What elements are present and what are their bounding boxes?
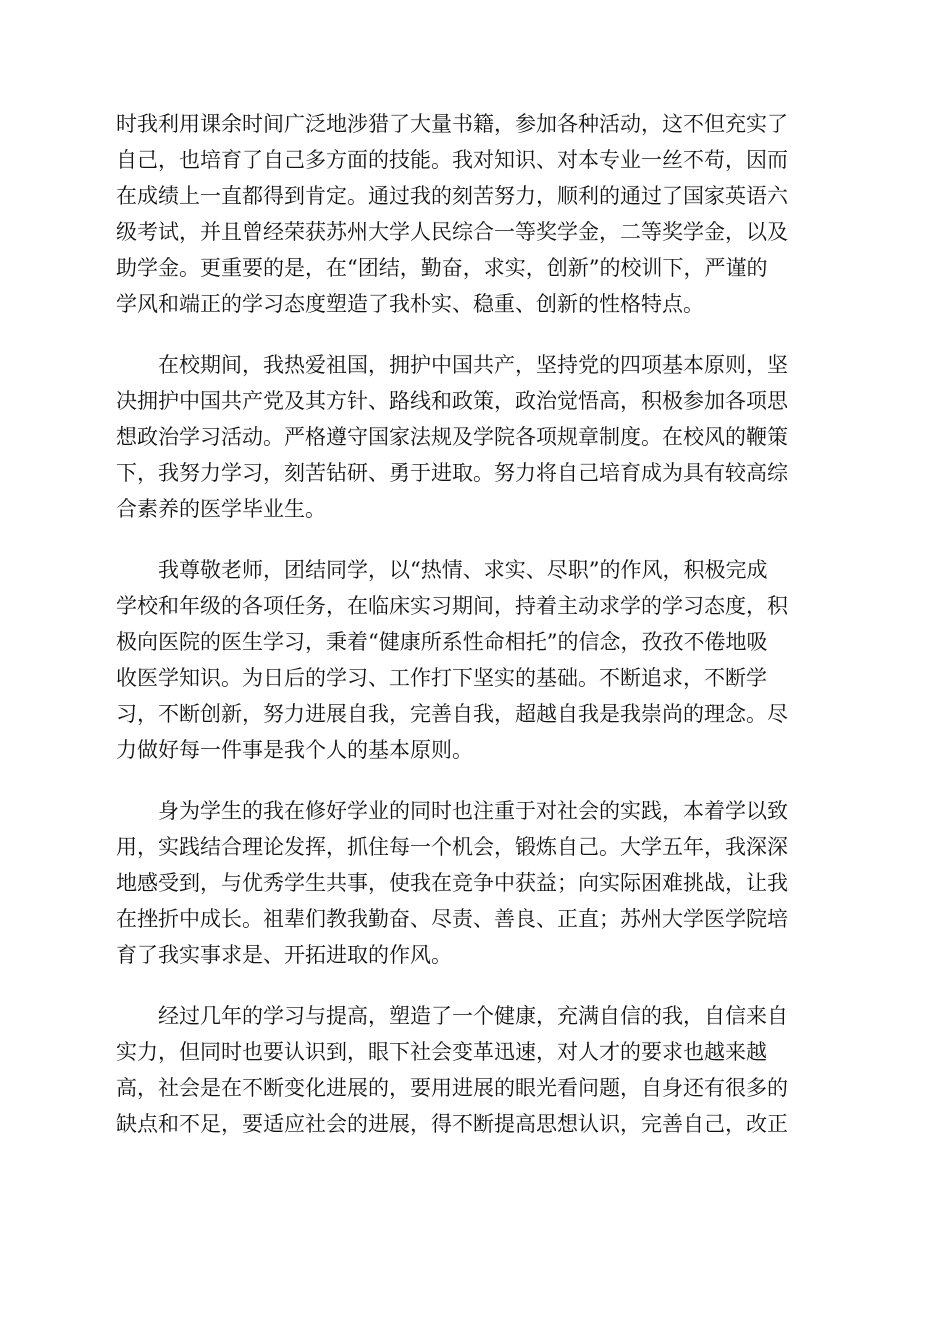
- paragraph-line: 级考试，并且曾经荣获苏州大学人民综合一等奖学金，二等奖学金，以及: [116, 220, 788, 244]
- paragraph-line: 学风和端正的学习态度塑造了我朴实、稳重、创新的性格特点。: [116, 292, 704, 316]
- paragraph-line: 经过几年的学习与提高，塑造了一个健康，充满自信的我，自信来自: [158, 1004, 788, 1028]
- paragraph-4: [116, 793, 836, 973]
- paragraph-line: 学校和年级的各项任务，在临床实习期间，持着主动求学的学习态度，积: [116, 594, 788, 618]
- paragraph-line: 下，我努力学习，刻苦钻研、勇于进取。努力将自己培育成为具有较高综: [116, 461, 788, 485]
- paragraph-3: [116, 552, 836, 768]
- paragraph-line: 育了我实事求是、开拓进取的作风。: [116, 943, 452, 967]
- paragraph-line: 实力，但同时也要认识到，眼下社会变革迅速，对人才的要求也越来越: [116, 1040, 767, 1064]
- paragraph-line: 缺点和不足，要适应社会的进展，得不断提高思想认识，完善自己，改正: [116, 1112, 788, 1136]
- paragraph-line: 在成绩上一直都得到肯定。通过我的刻苦努力，顺利的通过了国家英语六: [116, 184, 788, 208]
- paragraph-line: 合素养的医学毕业生。: [116, 497, 326, 521]
- paragraph-line: 时我利用课余时间广泛地涉猎了大量书籍，参加各种活动，这不但充实了: [116, 112, 788, 136]
- paragraph-line: 力做好每一件事是我个人的基本原则。: [116, 738, 473, 762]
- paragraph-line: 我尊敬老师，团结同学，以“热情、求实、尽职”的作风，积极完成: [158, 558, 768, 582]
- paragraph-line: 助学金。更重要的是，在“团结，勤奋，求实，创新”的校训下，严谨的: [116, 256, 768, 280]
- paragraph-line: 身为学生的我在修好学业的同时也注重于对社会的实践，本着学以致: [158, 799, 788, 823]
- document-body: [116, 106, 836, 1142]
- paragraph-line: 想政治学习活动。严格遵守国家法规及学院各项规章制度。在校风的鞭策: [116, 425, 788, 449]
- paragraph-line: 在挫折中成长。祖辈们教我勤奋、尽责、善良、正直；苏州大学医学院培: [116, 907, 788, 931]
- paragraph-2: [116, 347, 836, 527]
- paragraph-line: 极向医院的医生学习，秉着“健康所系性命相托”的信念，孜孜不倦地吸: [116, 630, 768, 654]
- paragraph-line: 决拥护中国共产党及其方针、路线和政策，政治觉悟高，积极参加各项思: [116, 389, 788, 413]
- paragraph-line: 习，不断创新，努力进展自我，完善自我，超越自我是我崇尚的理念。尽: [116, 702, 788, 726]
- paragraph-line: 高，社会是在不断变化进展的，要用进展的眼光看问题，自身还有很多的: [116, 1076, 788, 1100]
- paragraph-5: [116, 998, 836, 1142]
- paragraph-line: 自己，也培育了自己多方面的技能。我对知识、对本专业一丝不苟，因而: [116, 148, 788, 172]
- paragraph-1: [116, 106, 836, 322]
- paragraph-line: 收医学知识。为日后的学习、工作打下坚实的基础。不断追求，不断学: [116, 666, 767, 690]
- paragraph-line: 用，实践结合理论发挥，抓住每一个机会，锻炼自己。大学五年，我深深: [116, 835, 788, 859]
- paragraph-line: 地感受到，与优秀学生共事，使我在竞争中获益；向实际困难挑战，让我: [116, 871, 788, 895]
- paragraph-line: 在校期间，我热爱祖国，拥护中国共产，坚持党的四项基本原则，坚: [158, 353, 788, 377]
